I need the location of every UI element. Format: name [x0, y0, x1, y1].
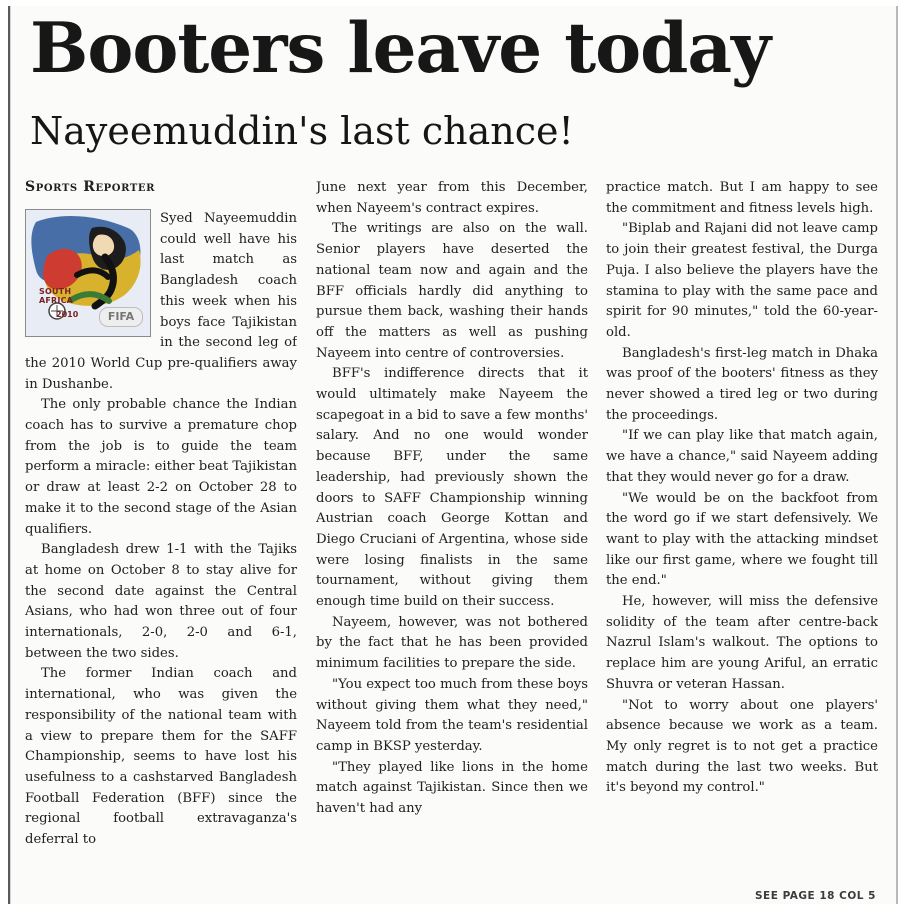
article-column-2	[316, 178, 588, 902]
logo-text-africa: AFRICA	[39, 296, 74, 305]
logo-text-south: SOUTH	[39, 287, 72, 296]
scan-edge-line	[10, 6, 11, 904]
article-column-1	[25, 178, 297, 902]
article-paragraph: June next year from this December, when Nayeem's contract expires.	[316, 180, 588, 216]
article-paragraph: BFF's indifference directs that it would ultimately make Nayeem the scapegoat in a bid to save a few months' salary. And no one would wonder because BFF, under the same leadership, had previously shown the doors to SAFF Championship winning Austrian coach George Kottan and Diego Cruciani of Argentina, whose side were losing finalists in the same tournament, without giving them enough time build on their success.	[316, 366, 588, 610]
world-cup-logo-image	[25, 209, 151, 337]
article-paragraph: The former Indian coach and international, who was given the responsibility of the national team with a view to prepare them for the SAFF Championship, seems to have lost his usefulness to a cashstarved Bangladesh Football Federation (BFF) since the regional football extravaganza's deferral to	[25, 666, 297, 848]
subheadline: Nayeemuddin's last chance!	[30, 109, 574, 153]
article-paragraph: "You expect too much from these boys without giving them what they need," Nayeem told from the team's residential camp in BKSP yesterday.	[316, 676, 588, 754]
article-paragraph: Nayeem, however, was not bothered by the fact that he has been provided minimum facilities to prepare the side.	[316, 614, 588, 672]
article-paragraph: Bangladesh's first-leg match in Dhaka was proof of the booters' fitness as they never showed a tired leg or two during the proceedings.	[606, 345, 878, 423]
article-paragraph: "If we can play like that match again, we have a chance," said Nayeem adding that they would never go for a draw.	[606, 428, 878, 485]
article-paragraph: "We would be on the backfoot from the word go if we start defensively. We want to play with the attacking mindset like our first game, where we fought till the end."	[606, 490, 878, 589]
byline: Sports Reporter	[25, 179, 156, 195]
continuation-note: SEE PAGE 18 COL 5	[755, 890, 876, 902]
article-paragraph: "They played like lions in the home match against Tajikistan. Since then we haven't had any	[316, 759, 588, 817]
newspaper-clipping	[8, 6, 898, 904]
logo-year: 2010	[56, 310, 79, 319]
article-paragraph: Bangladesh drew 1-1 with the Tajiks at home on October 8 to stay alive for the second date against the Central Asians, who had won three out of four internationals, 2-0, 2-0 and 6-1, between the two sides.	[25, 542, 297, 661]
fifa-mark-icon: FIFA	[99, 307, 143, 327]
article-paragraph: Syed Nayeemuddin could well have his last match as Bangladesh coach this week when his boys face Tajikistan in the second leg of the 2010 World Cup pre-qualifiers away in Dushanbe.	[25, 211, 297, 392]
article-paragraph: The writings are also on the wall. Senior players have deserted the national team now and again and the BFF officials hardly did anything to pursue them back, washing their hands off the matters as well as pushing Nayeem into centre of controversies.	[316, 221, 588, 361]
article-paragraph: The only probable chance the Indian coach has to survive a premature chop from the job is to guide the team perform a miracle: either beat Tajikistan or draw at least 2-2 on October 28 to make it to the second stage of the Asian qualifiers.	[25, 397, 297, 537]
headline: Booters leave today	[30, 8, 771, 89]
article-paragraph: "Not to worry about one players' absence because we work as a team. My only regret is to not get a practice match during the last two weeks. But it's beyond my control."	[606, 697, 878, 796]
article-column-3	[606, 178, 878, 902]
article-paragraph: He, however, will miss the defensive solidity of the team after centre-back Nazrul Islam's walkout. The options to replace him are young Ariful, an erratic Shuvra or veteran Hassan.	[606, 594, 878, 692]
article-paragraph: practice match. But I am happy to see the commitment and fitness levels high.	[606, 180, 878, 216]
article-paragraph: "Biplab and Rajani did not leave camp to join their greatest festival, the Durga Puja. I also believe the players have the stamina to play with the same pace and spirit for 90 minutes," told the 60-year-old.	[606, 221, 878, 340]
